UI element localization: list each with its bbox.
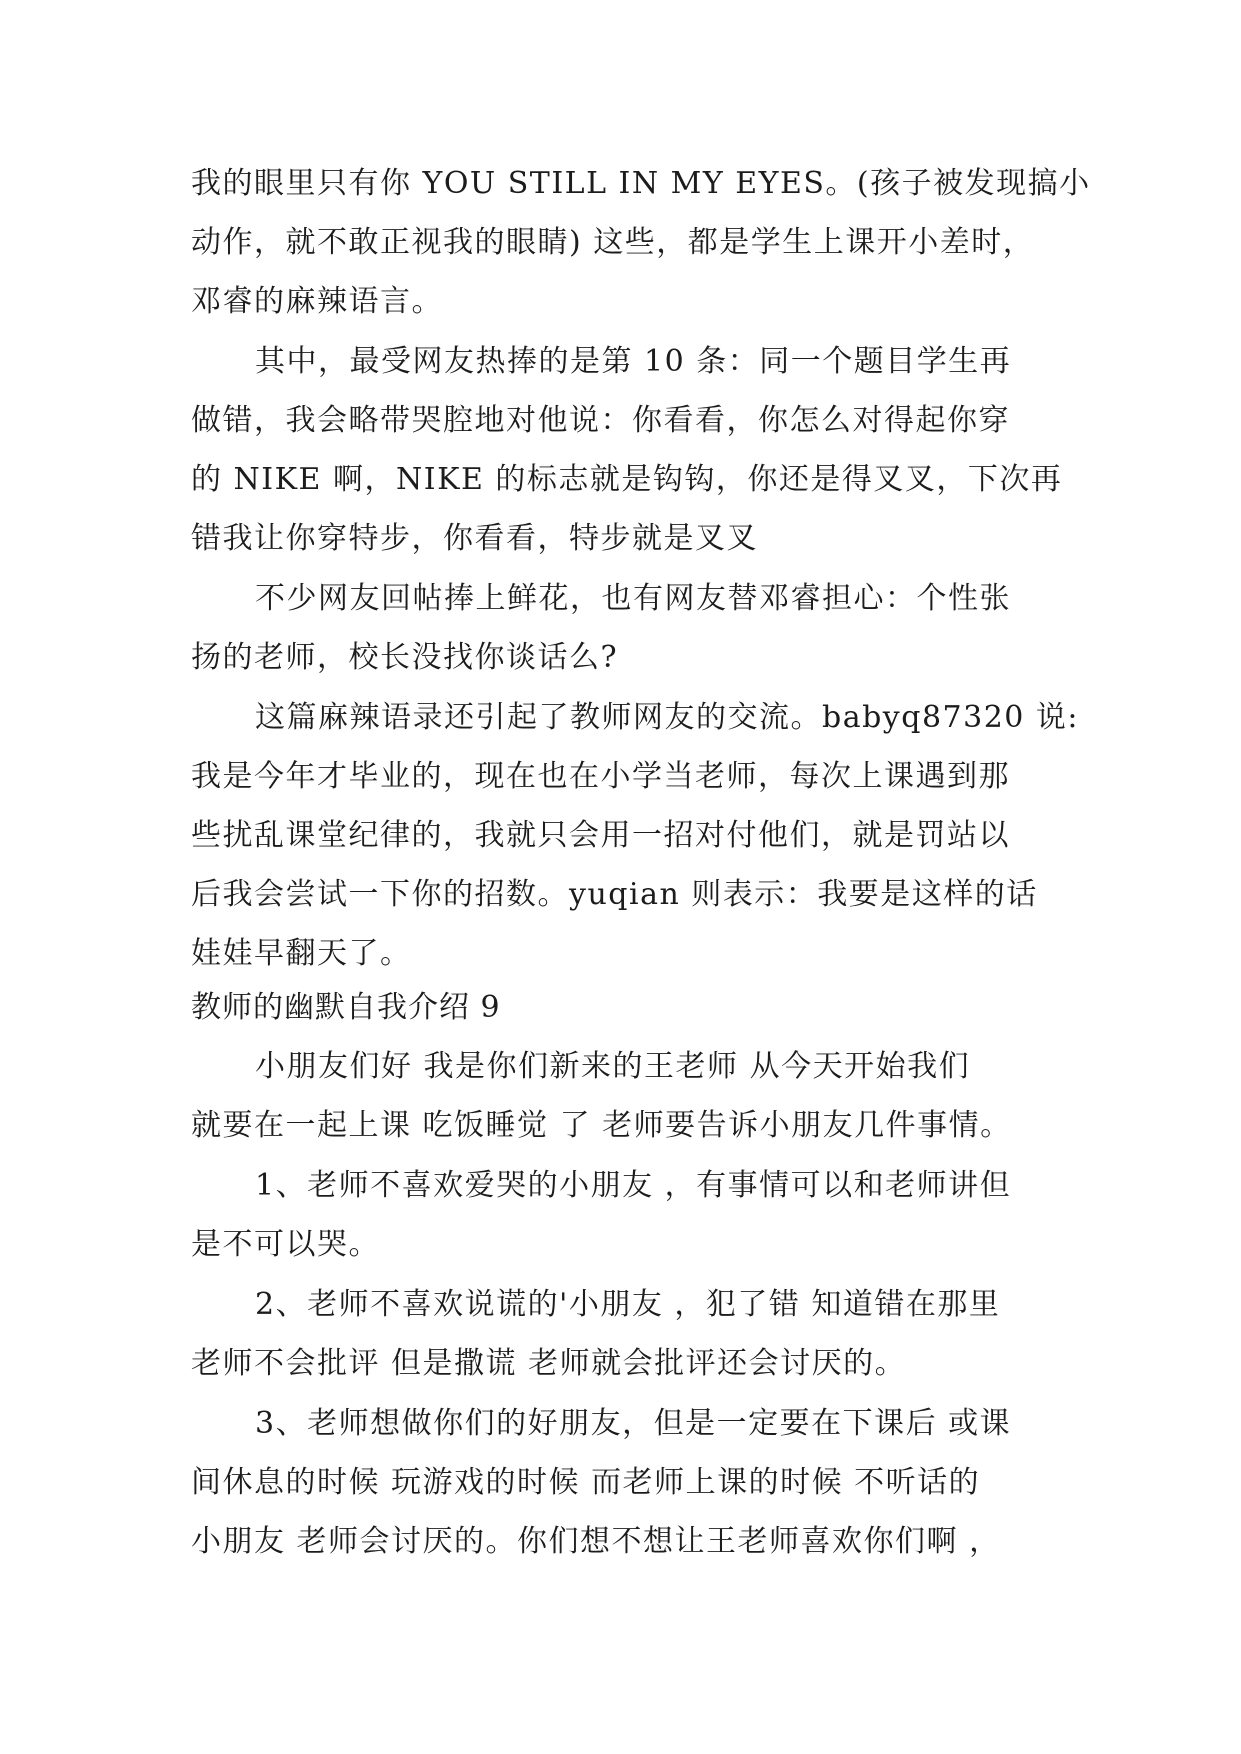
list-item-3: 3、老师想做你们的好朋友，但是一定要在下课后 或课 [255, 1406, 1012, 1441]
text-line: 就要在一起上课 吃饭睡觉 了 老师要告诉小朋友几件事情。 [191, 1108, 1012, 1143]
paragraph-first-line: 小朋友们好 我是你们新来的王老师 从今天开始我们 [255, 1049, 971, 1084]
text-line: 我是今年才毕业的，现在也在小学当老师，每次上课遇到那 [191, 759, 1010, 794]
text-line: 动作，就不敢正视我的眼睛) 这些，都是学生上课开小差时， [191, 225, 1035, 260]
text-line: 扬的老师，校长没找你谈话么? [191, 640, 619, 675]
paragraph-first-line: 其中，最受网友热捧的是第 10 条：同一个题目学生再 [255, 344, 1012, 379]
text-line: 我的眼里只有你 YOU STILL IN MY EYES。(孩子被发现搞小 [191, 166, 1091, 201]
text-line: 错我让你穿特步，你看看，特步就是叉叉 [191, 521, 758, 556]
text-line: 做错，我会略带哭腔地对他说：你看看，你怎么对得起你穿 [191, 403, 1010, 438]
paragraph-first-line: 不少网友回帖捧上鲜花，也有网友替邓睿担心：个性张 [255, 581, 1011, 616]
list-item-1: 1、老师不喜欢爱哭的小朋友 ，有事情可以和老师讲但 [255, 1168, 1012, 1203]
text-line: 的 NIKE 啊，NIKE 的标志就是钩钩，你还是得叉叉，下次再 [191, 462, 1063, 497]
text-line: 小朋友 老师会讨厌的。你们想不想让王老师喜欢你们啊 ， [191, 1524, 1001, 1559]
text-line: 娃娃早翻天了。 [191, 936, 412, 971]
paragraph-first-line: 这篇麻辣语录还引起了教师网友的交流。babyq87320 说: [255, 700, 1080, 735]
text-line: 是不可以哭。 [191, 1227, 380, 1262]
text-line: 邓睿的麻辣语言。 [191, 284, 443, 319]
text-line: 间休息的时候 玩游戏的时候 而老师上课的时候 不听话的 [191, 1465, 981, 1500]
list-item-2: 2、老师不喜欢说谎的'小朋友 ，犯了错 知道错在那里 [255, 1287, 1001, 1322]
text-line: 后我会尝试一下你的招数。yuqian 则表示：我要是这样的话 [191, 877, 1038, 912]
text-line: 些扰乱课堂纪律的，我就只会用一招对付他们，就是罚站以 [191, 818, 1010, 853]
text-line: 老师不会批评 但是撒谎 老师就会批评还会讨厌的。 [191, 1346, 907, 1381]
section-heading: 教师的幽默自我介绍 9 [191, 990, 501, 1025]
